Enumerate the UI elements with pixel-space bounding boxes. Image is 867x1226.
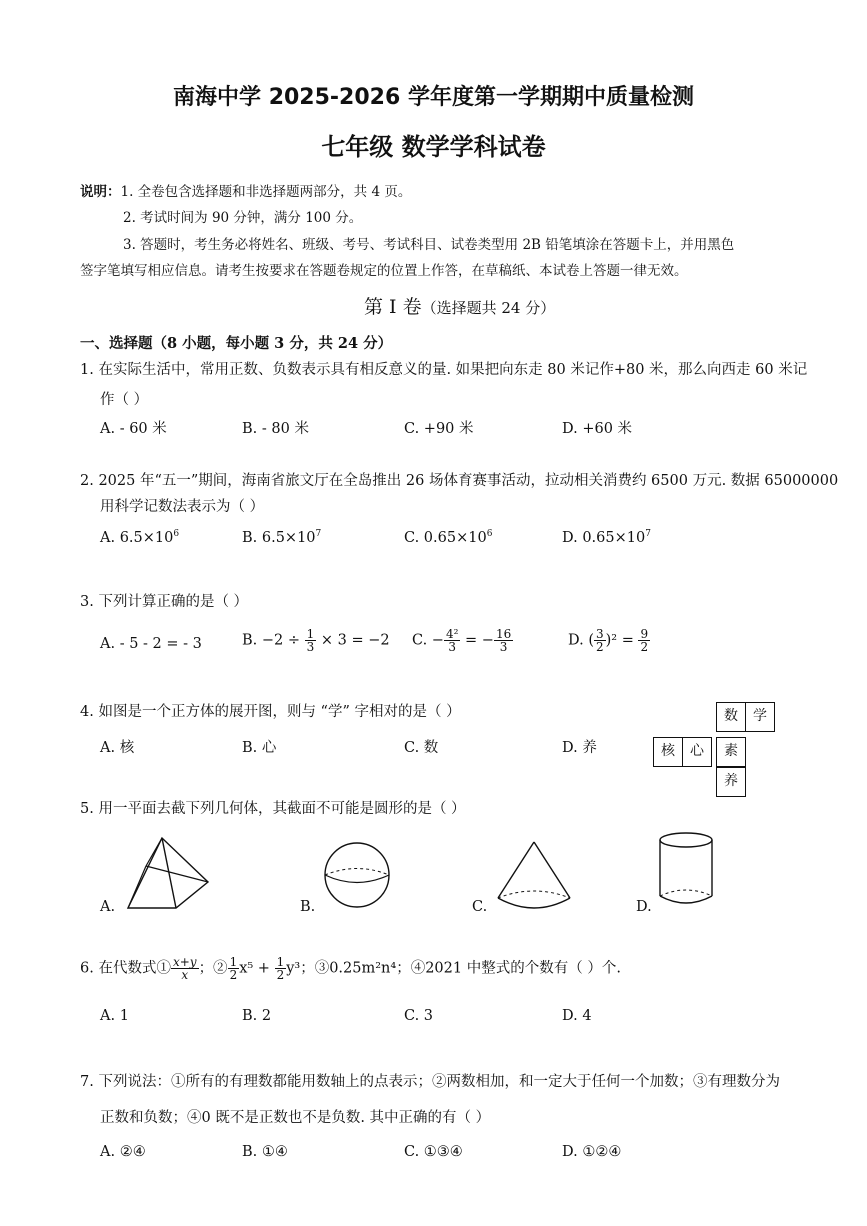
- q6-stem: 6. 在代数式① $\frac{x+y}{x}$ ；② $\frac{1}{2}$ x⁵ + $\frac{1}{2}$ y³；③0.25m²n⁴；④2021 中整式的个数有（ ）个.: [80, 955, 621, 982]
- note-1: 1. 全卷包含选择题和非选择题两部分，共 4 页。: [120, 184, 412, 200]
- q1-option-c: C. +90 米: [404, 421, 474, 437]
- q2-option-d: D. $0.65\times 10^7$: [562, 529, 651, 546]
- q4-stem: 4. 如图是一个正方体的展开图，则与 “学” 字相对的是（ ）: [80, 704, 461, 720]
- q4-option-b: B. 心: [242, 740, 277, 756]
- exam-subtitle: 七年级 数学学科试卷: [321, 133, 546, 161]
- q7-option-a: A. ②④: [100, 1144, 146, 1160]
- q2-option-c: C. $0.65\times 10^6$: [404, 529, 493, 546]
- net-cell-xin: 心: [682, 737, 712, 767]
- note-2: 2. 考试时间为 90 分钟，满分 100 分。: [123, 210, 363, 226]
- q5-stem: 5. 用一平面去截下列几何体，其截面不可能是圆形的是（ ）: [80, 801, 466, 817]
- cylinder-figure: [656, 830, 718, 910]
- q1-stem: 1. 在实际生活中，常用正数、负数表示具有相反意义的量. 如果把向东走 80 米记作+80 米，那么向西走 60 米记: [80, 362, 808, 378]
- q5-option-c: C.: [472, 899, 488, 915]
- q5-option-b: B.: [300, 899, 316, 915]
- cone-figure: [494, 838, 574, 918]
- q3-stem: 3. 下列计算正确的是（ ）: [80, 594, 249, 610]
- notes-label: 说明：: [80, 184, 121, 200]
- q7-option-c: C. ①③④: [404, 1144, 463, 1160]
- q2-option-b: B. $6.5\times 10^7$: [242, 529, 322, 546]
- q2-stem-2: 用科学记数法表示为（ ）: [100, 499, 265, 515]
- q6-option-b: B. 2: [242, 1008, 272, 1024]
- q6-option-c: C. 3: [404, 1008, 434, 1024]
- q3-option-d: D. ( $\frac{3}{2}$ )² = $\frac{9}{2}$: [568, 627, 649, 654]
- net-cell-xue: 学: [745, 702, 775, 732]
- q7-option-b: B. ①④: [242, 1144, 288, 1160]
- section-heading: [364, 292, 555, 319]
- q7-option-d: D. ①②④: [562, 1144, 622, 1160]
- q2-option-a: A. $6.5\times 10^6$: [100, 529, 180, 546]
- q3-option-b: B. −2 ÷ $\frac{1}{3}$ × 3 = −2: [242, 627, 390, 654]
- q2-stem: 2. 2025 年“五一”期间，海南省旅文厅在全岛推出 26 场体育赛事活动，拉动相关消费约 6500 万元. 数据 65000000: [80, 473, 839, 489]
- note-3b: 签字笔填写相应信息。请考生按要求在答题卷规定的位置上作答，在草稿纸、本试卷上答题一律无效。: [80, 263, 688, 279]
- net-cell-yang: 养: [716, 767, 746, 797]
- part-heading: 一、选择题（8 小题，每小题 3 分，共 24 分）: [80, 335, 393, 352]
- notes: [80, 180, 411, 200]
- sphere-figure: [322, 840, 394, 912]
- exam-title: 南海中学 2025-2026 学年度第一学期期中质量检测: [173, 85, 694, 110]
- q1-stem-2: 作（ ）: [100, 392, 149, 408]
- q3-option-a: A. - 5 - 2 = - 3: [100, 636, 202, 652]
- q1-option-a: A. - 60 米: [100, 421, 167, 437]
- prism-figure: [118, 826, 218, 916]
- note-3a: 3. 答题时，考生务必将姓名、班级、考号、考试科目、试卷类型用 2B 铅笔填涂在答题卡上，并用黑色: [123, 237, 735, 253]
- section-sub: （选择题共 24 分）: [421, 299, 556, 317]
- q5-option-a: A.: [100, 899, 116, 915]
- q3-option-c: C. − $\frac{\text{4²}}{3}$ = − $\frac{16}{3}$: [412, 627, 512, 654]
- q4-option-a: A. 核: [100, 740, 135, 756]
- q6-option-d: D. 4: [562, 1008, 592, 1024]
- net-cell-shu: 数: [716, 702, 746, 732]
- q6-option-a: A. 1: [100, 1008, 129, 1024]
- q1-option-d: D. +60 米: [562, 421, 633, 437]
- section-title: 第 I 卷: [364, 296, 422, 318]
- q5-option-d: D.: [636, 899, 652, 915]
- q4-option-d: D. 养: [562, 740, 597, 756]
- net-cell-he: 核: [653, 737, 683, 767]
- q7-stem: 7. 下列说法：①所有的有理数都能用数轴上的点表示；②两数相加，和一定大于任何一个加数；③有理数分为: [80, 1074, 780, 1090]
- q4-option-c: C. 数: [404, 740, 439, 756]
- net-cell-su: 素: [716, 737, 746, 767]
- q7-stem-2: 正数和负数；④0 既不是正数也不是负数. 其中正确的有（ ）: [100, 1110, 491, 1126]
- q1-option-b: B. - 80 米: [242, 421, 309, 437]
